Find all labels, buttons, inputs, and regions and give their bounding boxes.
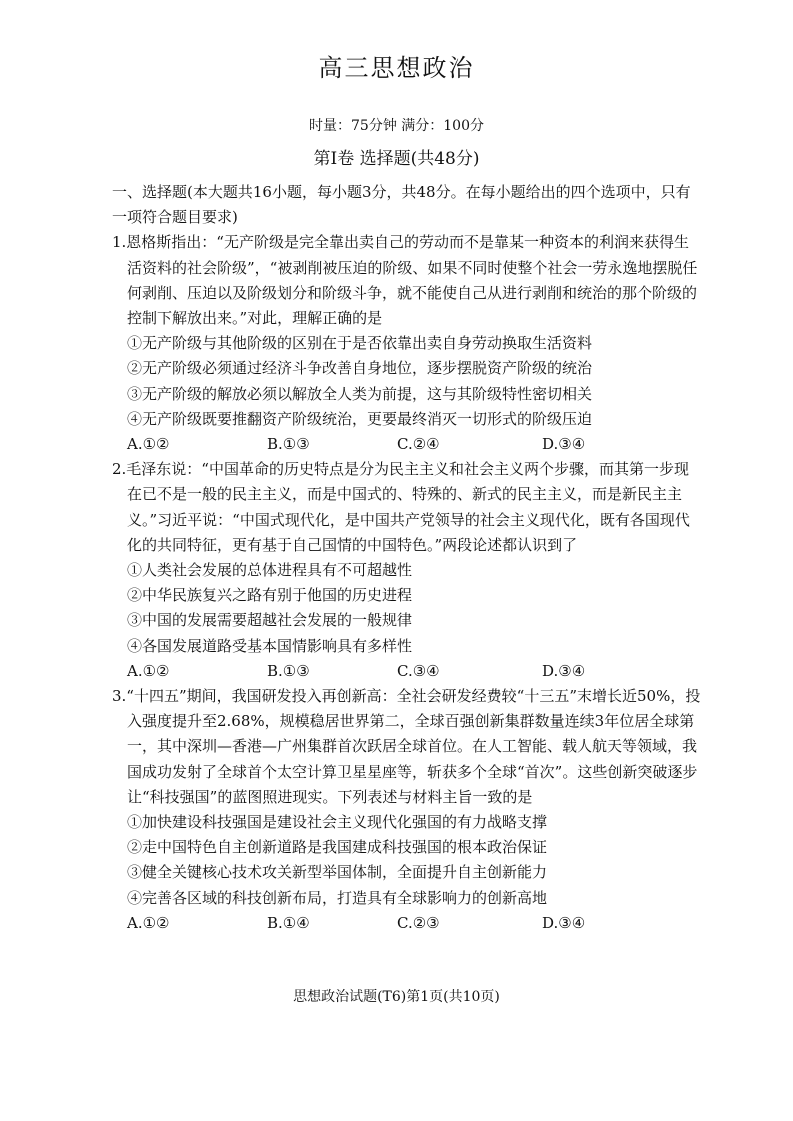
statement-option: ②中华民族复兴之路有别于他国的历史进程 xyxy=(127,586,413,605)
choice-b: B.①③ xyxy=(267,661,310,680)
choice-c: C.③④ xyxy=(397,661,440,680)
instructions: 一、选择题(本大题共16小题，每小题3分，共48分。在每小题给出的四个选项中，只有一项符合题目要求) xyxy=(112,183,691,227)
statement-option: ①加快建设科技强国是建设社会主义现代化强国的有力战略支撑 xyxy=(127,813,548,832)
statement-option: ③健全关键核心技术攻关新型举国体制，全面提升自主创新能力 xyxy=(127,863,548,882)
statement-option: ④无产阶级既要推翻资产阶级统治，更要最终消灭一切形式的阶级压迫 xyxy=(127,409,593,428)
statement-option: ④各国发展道路受基本国情影响具有多样性 xyxy=(127,636,413,655)
choice-c: C.②③ xyxy=(397,913,440,932)
choice-d: D.③④ xyxy=(542,913,586,932)
question-stem: 3.“十四五”期间，我国研发投入再创新高：全社会研发经费较“十三五”末增长近50%，投入强度提升至2.68%，规模稳居世界第二，全球百强创新集群数量连续3年位居全球第一，其中深圳—香港—广州集群首次跃居全球首位。在人工智能、载人航天等领域，我国成功发射了全球首个太空计算卫星星座等，斩获多个全球“首次”。这些创新突破逐步让“科技强国”的蓝图照进现实。下列表述与材料主旨一致的是 xyxy=(112,687,701,806)
choice-a: A.①② xyxy=(127,913,170,932)
statement-option: ①人类社会发展的总体进程具有不可超越性 xyxy=(127,561,413,580)
statement-option: ②走中国特色自主创新道路是我国建成科技强国的根本政治保证 xyxy=(127,838,548,857)
statement-option: ③无产阶级的解放必须以解放全人类为前提，这与其阶级特性密切相关 xyxy=(127,384,593,403)
question-content xyxy=(112,180,702,936)
question-3 xyxy=(112,684,702,936)
choice-c: C.②④ xyxy=(397,435,440,454)
page-footer: 思想政治试题(T6)第1页(共10页) xyxy=(293,989,500,1005)
question-stem: 1.恩格斯指出：“无产阶级是完全靠出卖自己的劳动而不是靠某一种资本的利润来获得生活资料的社会阶级”，“被剥削被压迫的阶级、如果不同时使整个社会一劳永逸地摆脱任何剥削、压迫以及阶级划分和阶级斗争，就不能使自己从进行剥削和统治的那个阶级的控制下解放出来。”对此，理解正确的是 xyxy=(112,233,698,328)
section-title: 第Ⅰ卷 选择题(共48分) xyxy=(313,149,480,169)
choice-a: A.①② xyxy=(127,435,170,454)
choice-d: D.③④ xyxy=(542,661,586,680)
exam-meta: 时量：75分钟 满分：100分 xyxy=(309,118,484,134)
page-title: 高三思想政治 xyxy=(318,54,475,82)
statement-option: ②无产阶级必须通过经济斗争改善自身地位，逐步摆脱资产阶级的统治 xyxy=(127,359,593,378)
answer-choices xyxy=(112,432,702,457)
question-1 xyxy=(112,230,702,457)
statement-option: ④完善各区域的科技创新布局，打造具有全球影响力的创新高地 xyxy=(127,888,548,907)
choice-b: B.①③ xyxy=(267,435,310,454)
question-2 xyxy=(112,457,702,684)
answer-choices xyxy=(112,659,702,684)
answer-choices xyxy=(112,911,702,936)
statement-option: ①无产阶级与其他阶级的区别在于是否依靠出卖自身劳动换取生活资料 xyxy=(127,334,593,353)
choice-d: D.③④ xyxy=(542,435,586,454)
choice-b: B.①④ xyxy=(267,913,310,932)
question-stem: 2.毛泽东说：“中国革命的历史特点是分为民主主义和社会主义两个步骤，而其第一步现在已不是一般的民主主义，而是中国式的、特殊的、新式的民主主义，而是新民主主义。”习近平说：“中国式现代化，是中国共产党领导的社会主义现代化，既有各国现代化的共同特征，更有基于自己国情的中国特色。”两段论述都认识到了 xyxy=(112,460,690,554)
choice-a: A.①② xyxy=(127,661,170,680)
statement-option: ③中国的发展需要超越社会发展的一般规律 xyxy=(127,611,413,630)
